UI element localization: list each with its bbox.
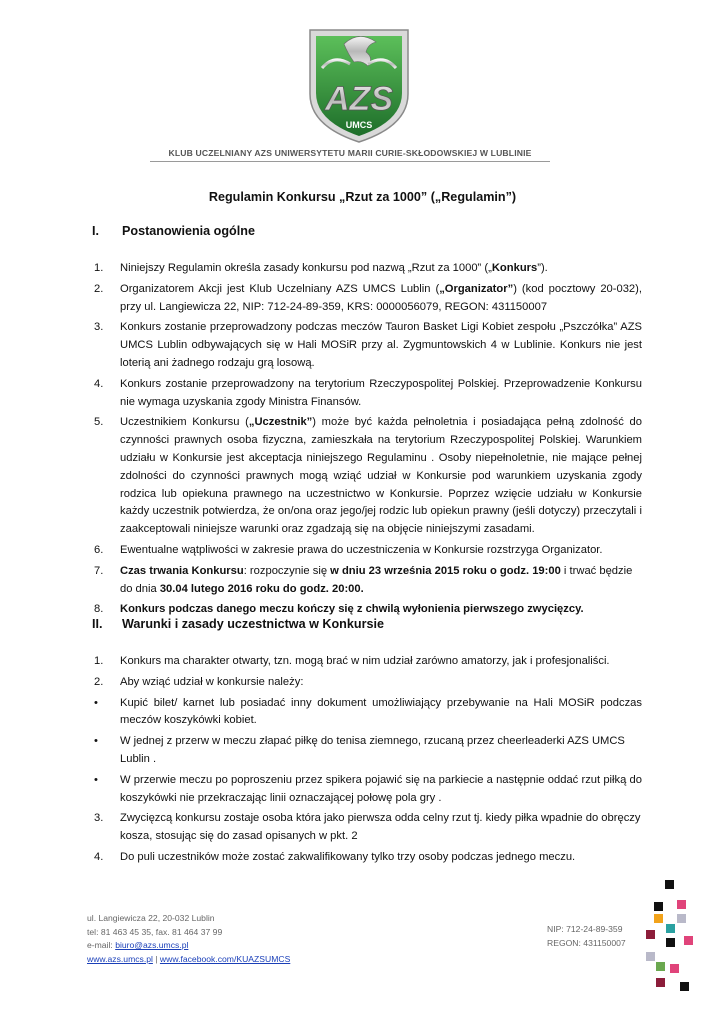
item-text: Organizatorem Akcji jest Klub Uczelniany AZS UMCS Lublin (: [120, 282, 440, 295]
footer-email-line: [87, 939, 290, 953]
item-marker: 2.: [94, 675, 104, 688]
list-item: [94, 695, 642, 731]
footer-website-link[interactable]: www.azs.umcs.pl: [87, 953, 153, 964]
section-1-list: [94, 260, 642, 619]
item-text: Konkurs ma charakter otwarty, tzn. mogą brać w nim udział zarówno amatorzy, jak i profesjonaliści.: [120, 655, 610, 667]
pixel-square: [656, 978, 665, 987]
item-text: Do puli uczestników może zostać zakwalifikowany tylko trzy osoby podczas jednego meczu.: [120, 850, 576, 863]
item-text: ) (kod pocztowy 20-032), przy ul. Langiewicza 22, NIP: 712-24-89-359, KRS: 0000056079, REGON: 431150007: [120, 282, 642, 313]
footer-phone: tel: 81 463 45 35, fax. 81 464 37 99: [87, 926, 223, 937]
item-text: ”).: [537, 262, 548, 274]
item-text: Niniejszy Regulamin określa zasady konkursu pod nazwą „Rzut za 1000” („: [120, 262, 492, 274]
item-text: Ewentualne wątpliwości w zakresie prawa do uczestniczenia w Konkursie rozstrzyga Organizator.: [120, 543, 603, 556]
item-bold: Konkurs: [491, 262, 538, 274]
item-text: Zwycięzcą konkursu zostaje osoba która jako pierwsza odda celny rzut tj. kiedy piłka wpadnie do obręczy kosza, stosując się do zasad opisanych w pkt. 2: [120, 812, 641, 843]
item-bold: Czas trwania Konkursu: [120, 564, 244, 577]
item-text: Uczestnikiem Konkursu (: [120, 416, 249, 429]
list-item: [94, 563, 642, 599]
list-item: [94, 542, 642, 560]
item-marker: 7.: [94, 564, 104, 577]
footer-regon: REGON: 431150007: [547, 937, 626, 948]
item-marker: 4.: [94, 850, 104, 863]
item-marker: 1.: [94, 655, 104, 667]
item-bold: w dniu 23 września 2015 roku o godz. 19:00: [330, 564, 561, 577]
section-title: Warunki i zasady uczestnictwa w Konkursie: [122, 617, 384, 631]
footer-nip: NIP: 712-24-89-359: [547, 924, 623, 934]
pixel-square: [684, 936, 693, 945]
section-2-list: [94, 653, 642, 867]
item-text: W jednej z przerw w meczu złapać piłkę do tenisa ziemnego, rzucaną przez cheerleaderki AZS UMCS Lublin .: [120, 735, 625, 765]
item-text: i trwać będzie do dnia: [120, 564, 633, 595]
list-item: [94, 376, 642, 412]
footer-email-label: e-mail:: [87, 940, 116, 951]
pixel-square: [656, 962, 665, 971]
document-title: Regulamin Konkursu „Rzut za 1000” („Regulamin”): [208, 190, 517, 204]
list-item: [94, 733, 642, 769]
item-text: : rozpoczynie się: [243, 564, 331, 577]
item-text: Kupić bilet/ karnet lub posiadać inny dokument umożliwiający przebywanie na Hali MOSiR podczas meczów koszykówki kobiet.: [120, 696, 642, 727]
pixel-square: [680, 982, 689, 991]
bullet-marker: •: [94, 773, 98, 786]
item-marker: 1.: [94, 262, 104, 274]
pixel-square: [666, 924, 675, 933]
bullet-marker: •: [94, 735, 98, 748]
pixel-square: [646, 930, 655, 939]
logo-subtext: UMCS: [345, 120, 373, 130]
section-number: I.: [92, 224, 99, 238]
azs-umcs-logo: [304, 24, 414, 146]
pixel-square: [670, 964, 679, 973]
item-marker: 3.: [94, 812, 104, 825]
club-name: KLUB UCZELNIANY AZS UNIWERSYTETU MARII CURIE-SKŁODOWSKIEJ W LUBLINIE: [150, 148, 550, 162]
footer-separator: |: [152, 953, 160, 964]
footer-links: [87, 953, 290, 967]
section-title: Postanowienia ogólne: [122, 224, 255, 238]
section-number: II.: [92, 617, 103, 631]
pixel-square: [654, 914, 663, 923]
pixel-square: [677, 900, 686, 909]
item-text: W przerwie meczu po poproszeniu przez spikera pojawić się na parkiecie a następnie oddać rzut piłką do koszykówki nie przekraczając linii oznaczającej połowę pola gry .: [120, 773, 642, 804]
footer-facebook-link[interactable]: www.facebook.com/KUAZSUMCS: [159, 953, 291, 964]
list-item: [94, 849, 642, 867]
pixel-square: [646, 952, 655, 961]
item-bold: „Organizator”: [439, 282, 514, 295]
logo-letters: AZS: [325, 80, 393, 118]
list-item: [94, 653, 642, 671]
list-item: [94, 772, 642, 808]
decorative-pixel-pattern: [640, 878, 700, 998]
pixel-square: [665, 880, 674, 889]
item-text: Konkurs zostanie przeprowadzony podczas meczów Tauron Basket Ligi Kobiet zespołu „Pszczółka” AZS UMCS Lublin odbywających się w Hali MOSiR przy al. Zygmuntowskich 4 w Lublinie. Konkurs nie jest loterią ani żadnego rodzaju grą losową.: [120, 321, 642, 369]
footer-address: ul. Langiewicza 22, 20-032 Lublin: [87, 913, 215, 923]
list-item: [94, 810, 642, 846]
item-marker: 4.: [94, 377, 104, 390]
item-text: ) może być każda pełnoletnia i posiadająca pełną zdolność do czynności prawnych osoba fizyczna, zamieszkała na terytorium Rzeczypospolitej Polskiej. Warunkiem udziału w Konkursie jest akceptacja niniejszego Regulaminu . Osoby niepełnoletnie, nie mające pełnej zdolności do czynności prawnych mogą wziąć udział w Konkursie pod warunkiem uzyskania zgody rodzica lub opiekuna prawnego na uczestnictwo w Konkursie. Poprzez wzięcie udziału w Konkursie każdy uczestnik potwierdza, że on/ona oraz jego/jej rodzic lub opiekun prawny (jeśli dotyczy) przeczytali i zaakceptowali niniejsze warunki oraz zgadzają się na objęcie niniejszymi zasadami.: [120, 416, 642, 536]
footer-email-link[interactable]: biuro@azs.umcs.pl: [115, 940, 189, 951]
item-marker: 2.: [94, 282, 104, 295]
pixel-square: [666, 938, 675, 947]
item-bold: Konkurs podczas danego meczu kończy się z chwilą wyłonienia pierwszego zwycięzcy.: [120, 603, 584, 616]
list-item: [94, 260, 642, 278]
pixel-square: [677, 914, 686, 923]
list-item: [94, 319, 642, 372]
item-bold: 30.04 lutego 2016 roku do godz. 20:00.: [159, 582, 364, 595]
item-marker: 5.: [94, 416, 104, 429]
item-bold: „Uczestnik”: [248, 416, 313, 429]
list-item: [94, 281, 642, 317]
section-1-heading: [92, 224, 255, 238]
item-marker: 8.: [94, 603, 104, 616]
item-text: Konkurs zostanie przeprowadzony na terytorium Rzeczypospolitej Polskiej. Przeprowadzenie Konkursu nie wymaga uzyskania zgody Ministra Finansów.: [120, 377, 642, 408]
item-marker: 3.: [94, 321, 104, 334]
bullet-marker: •: [94, 696, 98, 709]
pixel-square: [654, 902, 663, 911]
item-text: Aby wziąć udział w konkursie należy:: [120, 675, 304, 688]
footer-company-ids: [547, 923, 626, 950]
list-item: [94, 674, 642, 692]
item-marker: 6.: [94, 543, 104, 556]
list-item: [94, 414, 642, 539]
section-2-heading: [92, 617, 384, 631]
footer-contact: [87, 912, 290, 966]
